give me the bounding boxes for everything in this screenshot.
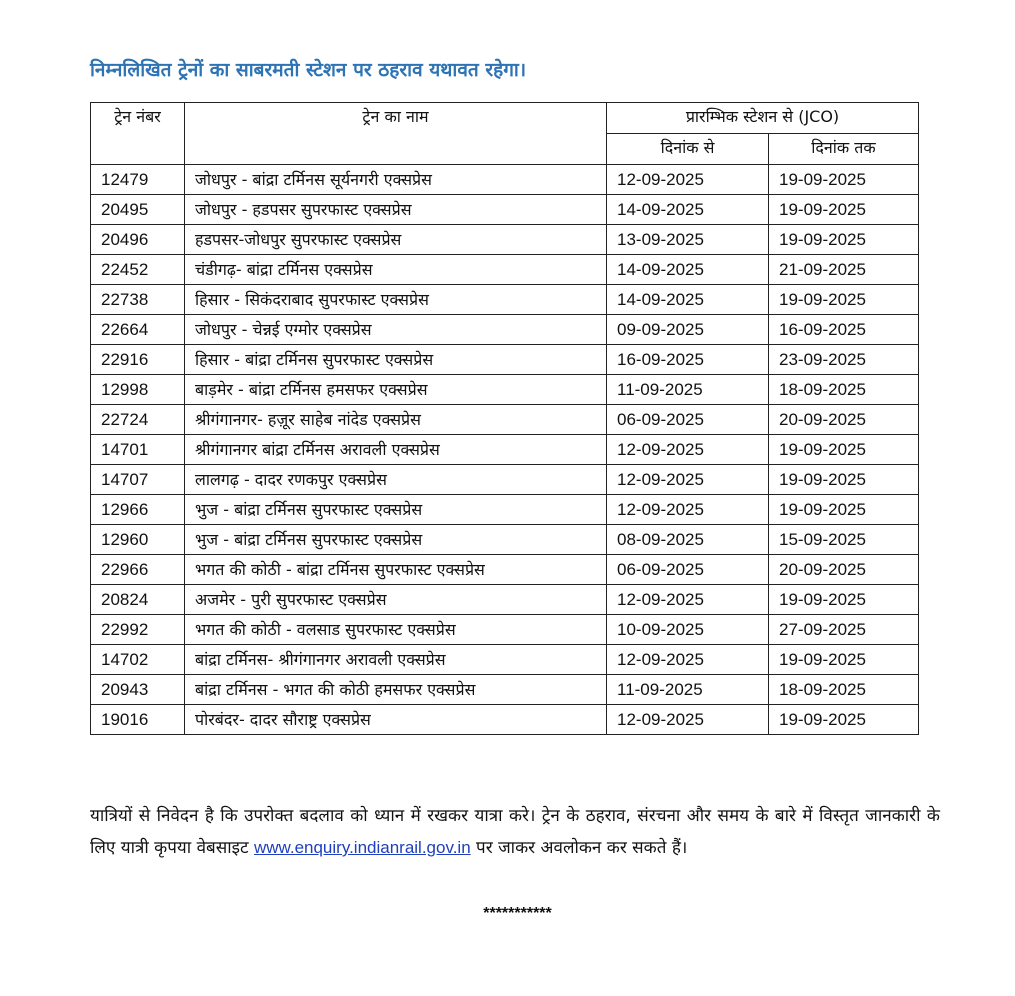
train-name-cell: भुज - बांद्रा टर्मिनस सुपरफास्ट एक्सप्रेस	[185, 495, 607, 525]
header-date-to: दिनांक तक	[769, 134, 919, 165]
footer-stars: ***********	[483, 905, 552, 922]
date-to-cell: 18-09-2025	[769, 675, 919, 705]
date-to-cell: 18-09-2025	[769, 375, 919, 405]
date-from-cell: 14-09-2025	[607, 285, 769, 315]
table-row	[91, 555, 919, 585]
train-number-cell: 20824	[91, 585, 185, 615]
train-number-cell: 14701	[91, 435, 185, 465]
date-from-cell: 08-09-2025	[607, 525, 769, 555]
train-name-cell: बांद्रा टर्मिनस - भगत की कोठी हमसफर एक्सप्रेस	[185, 675, 607, 705]
date-to-cell: 19-09-2025	[769, 705, 919, 735]
train-name-cell: हिसार - बांद्रा टर्मिनस सुपरफास्ट एक्सप्रेस	[185, 345, 607, 375]
train-name-cell: अजमेर - पुरी सुपरफास्ट एक्सप्रेस	[185, 585, 607, 615]
train-number-cell: 22452	[91, 255, 185, 285]
train-number-cell: 22738	[91, 285, 185, 315]
table-row	[91, 195, 919, 225]
date-to-cell: 19-09-2025	[769, 165, 919, 195]
date-from-cell: 13-09-2025	[607, 225, 769, 255]
table-row	[91, 465, 919, 495]
date-from-cell: 16-09-2025	[607, 345, 769, 375]
date-from-cell: 12-09-2025	[607, 645, 769, 675]
header-date-from: दिनांक से	[607, 134, 769, 165]
date-to-cell: 19-09-2025	[769, 435, 919, 465]
train-name-cell: बांद्रा टर्मिनस- श्रीगंगानगर अरावली एक्सप्रेस	[185, 645, 607, 675]
table-row	[91, 585, 919, 615]
table-row	[91, 375, 919, 405]
header-origin-station: प्रारम्भिक स्टेशन से (JCO)	[607, 103, 919, 134]
table-row	[91, 225, 919, 255]
table-row	[91, 345, 919, 375]
train-number-cell: 14702	[91, 645, 185, 675]
train-name-cell: बाड़मेर - बांद्रा टर्मिनस हमसफर एक्सप्रेस	[185, 375, 607, 405]
date-to-cell: 19-09-2025	[769, 585, 919, 615]
date-from-cell: 11-09-2025	[607, 675, 769, 705]
train-name-cell: जोधपुर - हडपसर सुपरफास्ट एक्सप्रेस	[185, 195, 607, 225]
date-from-cell: 06-09-2025	[607, 405, 769, 435]
notice-text-before: यात्रियों से निवेदन है कि उपरोक्त बदलाव को ध्यान में रखकर यात्रा करे। ट्रेन के ठहराव, संरचना और समय के बारे में विस्तृत जानकारी के लिए यात्री कृपया वेबसाइट	[90, 806, 940, 858]
date-to-cell: 19-09-2025	[769, 195, 919, 225]
passenger-notice	[90, 800, 940, 864]
train-name-cell: जोधपुर - बांद्रा टर्मिनस सूर्यनगरी एक्सप्रेस	[185, 165, 607, 195]
train-name-cell: भगत की कोठी - वलसाड सुपरफास्ट एक्सप्रेस	[185, 615, 607, 645]
train-name-cell: चंडीगढ़- बांद्रा टर्मिनस एक्सप्रेस	[185, 255, 607, 285]
date-to-cell: 20-09-2025	[769, 405, 919, 435]
date-to-cell: 19-09-2025	[769, 465, 919, 495]
train-number-cell: 12998	[91, 375, 185, 405]
table-row	[91, 165, 919, 195]
train-number-cell: 20496	[91, 225, 185, 255]
date-from-cell: 12-09-2025	[607, 585, 769, 615]
train-name-cell: लालगढ़ - दादर रणकपुर एक्सप्रेस	[185, 465, 607, 495]
date-to-cell: 19-09-2025	[769, 645, 919, 675]
train-number-cell: 14707	[91, 465, 185, 495]
notice-text-after: पर जाकर अवलोकन कर सकते हैं।	[470, 838, 688, 858]
train-number-cell: 22916	[91, 345, 185, 375]
trains-table	[90, 102, 919, 735]
train-name-cell: भगत की कोठी - बांद्रा टर्मिनस सुपरफास्ट एक्सप्रेस	[185, 555, 607, 585]
trains-table-body	[91, 165, 919, 735]
train-name-cell: भुज - बांद्रा टर्मिनस सुपरफास्ट एक्सप्रेस	[185, 525, 607, 555]
date-to-cell: 19-09-2025	[769, 225, 919, 255]
date-from-cell: 11-09-2025	[607, 375, 769, 405]
enquiry-website-link[interactable]: www.enquiry.indianrail.gov.in	[253, 838, 471, 857]
date-from-cell: 12-09-2025	[607, 495, 769, 525]
table-row	[91, 405, 919, 435]
train-name-cell: श्रीगंगानगर बांद्रा टर्मिनस अरावली एक्सप्रेस	[185, 435, 607, 465]
date-from-cell: 06-09-2025	[607, 555, 769, 585]
date-from-cell: 12-09-2025	[607, 465, 769, 495]
date-to-cell: 21-09-2025	[769, 255, 919, 285]
date-from-cell: 12-09-2025	[607, 705, 769, 735]
train-name-cell: हडपसर-जोधपुर सुपरफास्ट एक्सप्रेस	[185, 225, 607, 255]
train-number-cell: 22724	[91, 405, 185, 435]
date-from-cell: 14-09-2025	[607, 195, 769, 225]
table-row	[91, 435, 919, 465]
train-name-cell: श्रीगंगानगर- हज़ूर साहेब नांदेड एक्सप्रेस	[185, 405, 607, 435]
date-to-cell: 19-09-2025	[769, 285, 919, 315]
table-row	[91, 495, 919, 525]
table-row	[91, 615, 919, 645]
header-train-number: ट्रेन नंबर	[91, 103, 185, 165]
date-from-cell: 12-09-2025	[607, 435, 769, 465]
table-row	[91, 285, 919, 315]
date-to-cell: 20-09-2025	[769, 555, 919, 585]
date-from-cell: 14-09-2025	[607, 255, 769, 285]
train-number-cell: 12966	[91, 495, 185, 525]
train-number-cell: 22664	[91, 315, 185, 345]
table-row	[91, 705, 919, 735]
page-heading: निम्नलिखित ट्रेनों का साबरमती स्टेशन पर ठहराव यथावत रहेगा।	[90, 59, 527, 81]
train-number-cell: 12479	[91, 165, 185, 195]
date-from-cell: 09-09-2025	[607, 315, 769, 345]
train-number-cell: 20943	[91, 675, 185, 705]
date-to-cell: 15-09-2025	[769, 525, 919, 555]
table-row	[91, 525, 919, 555]
train-name-cell: जोधपुर - चेन्नई एग्मोर एक्सप्रेस	[185, 315, 607, 345]
train-number-cell: 20495	[91, 195, 185, 225]
date-to-cell: 27-09-2025	[769, 615, 919, 645]
train-number-cell: 22992	[91, 615, 185, 645]
train-name-cell: पोरबंदर- दादर सौराष्ट्र एक्सप्रेस	[185, 705, 607, 735]
table-row	[91, 675, 919, 705]
date-from-cell: 10-09-2025	[607, 615, 769, 645]
date-to-cell: 16-09-2025	[769, 315, 919, 345]
table-row	[91, 315, 919, 345]
date-to-cell: 19-09-2025	[769, 495, 919, 525]
table-row	[91, 255, 919, 285]
train-number-cell: 19016	[91, 705, 185, 735]
train-number-cell: 22966	[91, 555, 185, 585]
train-number-cell: 12960	[91, 525, 185, 555]
header-train-name: ट्रेन का नाम	[185, 103, 607, 165]
train-name-cell: हिसार - सिकंदराबाद सुपरफास्ट एक्सप्रेस	[185, 285, 607, 315]
date-from-cell: 12-09-2025	[607, 165, 769, 195]
table-row	[91, 645, 919, 675]
date-to-cell: 23-09-2025	[769, 345, 919, 375]
